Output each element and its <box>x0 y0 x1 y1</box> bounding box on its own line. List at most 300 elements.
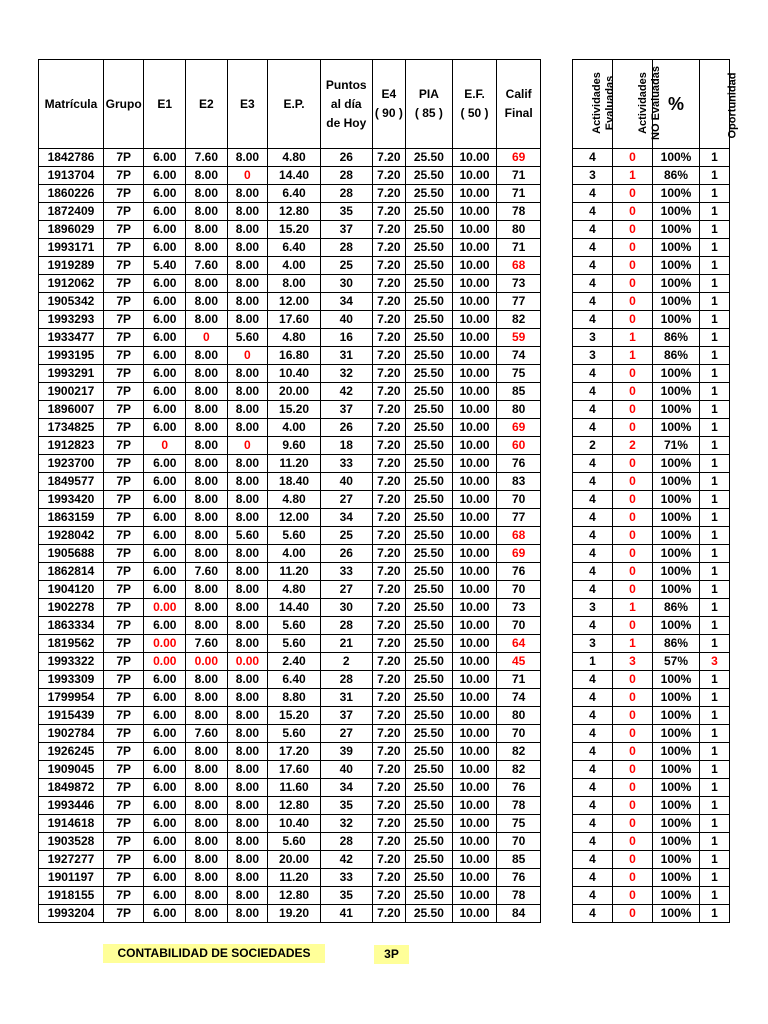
activities-body <box>573 149 730 923</box>
cell-ep: 11.60 <box>268 779 321 797</box>
cell-g: 7P <box>103 671 144 689</box>
cell-op: 1 <box>700 293 730 311</box>
cell-e1: 5.40 <box>144 257 186 275</box>
cell-e1: 6.00 <box>144 383 186 401</box>
cell-ef: 10.00 <box>452 725 497 743</box>
grades-row <box>39 545 541 563</box>
cell-ep: 19.20 <box>268 905 321 923</box>
cell-e2: 8.00 <box>186 185 228 203</box>
cell-g: 7P <box>103 779 144 797</box>
grades-table <box>38 59 541 923</box>
cell-g: 7P <box>103 185 144 203</box>
grades-row <box>39 635 541 653</box>
cell-m: 1902278 <box>39 599 104 617</box>
cell-ane: 0 <box>613 419 653 437</box>
cell-e1: 6.00 <box>144 581 186 599</box>
cell-pts: 33 <box>320 563 372 581</box>
activities-row <box>573 725 730 743</box>
cell-ane: 1 <box>613 167 653 185</box>
cell-ane: 0 <box>613 797 653 815</box>
cell-g: 7P <box>103 203 144 221</box>
cell-ane: 0 <box>613 581 653 599</box>
cell-op: 1 <box>700 815 730 833</box>
cell-ae: 4 <box>573 203 613 221</box>
cell-e3: 8.00 <box>227 617 268 635</box>
cell-e2: 8.00 <box>186 869 228 887</box>
header-pia-line2: ( 85 ) <box>414 106 443 120</box>
cell-m: 1923700 <box>39 455 104 473</box>
cell-g: 7P <box>103 419 144 437</box>
grades-row <box>39 527 541 545</box>
cell-cal: 69 <box>497 419 541 437</box>
header-act-no-eval-line2: NO Evaluadas <box>649 66 662 140</box>
cell-e2: 8.00 <box>186 275 228 293</box>
cell-pia: 25.50 <box>406 401 453 419</box>
cell-ef: 10.00 <box>452 221 497 239</box>
cell-cal: 73 <box>497 275 541 293</box>
cell-m: 1905342 <box>39 293 104 311</box>
cell-pct: 100% <box>653 779 700 797</box>
cell-e2: 8.00 <box>186 347 228 365</box>
cell-e2: 8.00 <box>186 401 228 419</box>
cell-pct: 86% <box>653 635 700 653</box>
cell-ane: 0 <box>613 473 653 491</box>
cell-g: 7P <box>103 743 144 761</box>
cell-g: 7P <box>103 851 144 869</box>
cell-e4: 7.20 <box>372 887 405 905</box>
cell-pts: 16 <box>320 329 372 347</box>
cell-ae: 4 <box>573 725 613 743</box>
cell-e2: 8.00 <box>186 761 228 779</box>
cell-ane: 0 <box>613 545 653 563</box>
cell-pct: 100% <box>653 761 700 779</box>
cell-pct: 100% <box>653 311 700 329</box>
cell-ane: 0 <box>613 491 653 509</box>
cell-ep: 12.00 <box>268 509 321 527</box>
cell-ef: 10.00 <box>452 851 497 869</box>
cell-e4: 7.20 <box>372 869 405 887</box>
cell-e4: 7.20 <box>372 365 405 383</box>
header-e1: E1 <box>144 60 186 149</box>
cell-e3: 8.00 <box>227 851 268 869</box>
cell-cal: 80 <box>497 707 541 725</box>
cell-pct: 100% <box>653 383 700 401</box>
cell-e1: 6.00 <box>144 869 186 887</box>
cell-g: 7P <box>103 149 144 167</box>
cell-ep: 6.40 <box>268 239 321 257</box>
cell-m: 1860226 <box>39 185 104 203</box>
cell-cal: 75 <box>497 815 541 833</box>
cell-ane: 0 <box>613 455 653 473</box>
cell-e3: 0.00 <box>227 653 268 671</box>
cell-m: 1914618 <box>39 815 104 833</box>
cell-ef: 10.00 <box>452 653 497 671</box>
cell-pia: 25.50 <box>406 347 453 365</box>
cell-cal: 74 <box>497 347 541 365</box>
cell-m: 1902784 <box>39 725 104 743</box>
cell-e1: 6.00 <box>144 347 186 365</box>
cell-ef: 10.00 <box>452 779 497 797</box>
cell-ef: 10.00 <box>452 545 497 563</box>
cell-cal: 70 <box>497 833 541 851</box>
cell-m: 1913704 <box>39 167 104 185</box>
header-e4-line2: ( 90 ) <box>374 106 403 120</box>
cell-pia: 25.50 <box>406 491 453 509</box>
cell-pct: 100% <box>653 473 700 491</box>
header-e3: E3 <box>227 60 268 149</box>
cell-ane: 3 <box>613 653 653 671</box>
cell-op: 1 <box>700 797 730 815</box>
cell-e3: 8.00 <box>227 581 268 599</box>
cell-e4: 7.20 <box>372 275 405 293</box>
cell-ef: 10.00 <box>452 815 497 833</box>
cell-e2: 8.00 <box>186 905 228 923</box>
cell-pts: 30 <box>320 599 372 617</box>
cell-ae: 4 <box>573 365 613 383</box>
cell-pts: 37 <box>320 221 372 239</box>
cell-g: 7P <box>103 275 144 293</box>
cell-pia: 25.50 <box>406 185 453 203</box>
cell-pia: 25.50 <box>406 797 453 815</box>
cell-ae: 4 <box>573 239 613 257</box>
cell-pia: 25.50 <box>406 365 453 383</box>
cell-pia: 25.50 <box>406 905 453 923</box>
cell-pts: 40 <box>320 311 372 329</box>
cell-ane: 0 <box>613 239 653 257</box>
cell-g: 7P <box>103 761 144 779</box>
cell-g: 7P <box>103 653 144 671</box>
cell-pia: 25.50 <box>406 383 453 401</box>
cell-pct: 100% <box>653 293 700 311</box>
cell-ep: 8.00 <box>268 275 321 293</box>
header-e4-line1: E4 <box>381 87 397 101</box>
cell-ae: 4 <box>573 743 613 761</box>
grades-row <box>39 203 541 221</box>
cell-ae: 3 <box>573 329 613 347</box>
activities-row <box>573 221 730 239</box>
cell-pct: 100% <box>653 905 700 923</box>
cell-ae: 4 <box>573 671 613 689</box>
cell-e1: 6.00 <box>144 149 186 167</box>
cell-ef: 10.00 <box>452 509 497 527</box>
cell-pts: 31 <box>320 689 372 707</box>
cell-e2: 8.00 <box>186 311 228 329</box>
cell-e1: 0 <box>144 437 186 455</box>
cell-m: 1849872 <box>39 779 104 797</box>
cell-cal: 74 <box>497 689 541 707</box>
grades-row <box>39 833 541 851</box>
cell-pia: 25.50 <box>406 329 453 347</box>
cell-cal: 70 <box>497 581 541 599</box>
cell-pia: 25.50 <box>406 869 453 887</box>
cell-cal: 59 <box>497 329 541 347</box>
cell-pia: 25.50 <box>406 203 453 221</box>
cell-pts: 26 <box>320 149 372 167</box>
cell-e4: 7.20 <box>372 149 405 167</box>
cell-cal: 82 <box>497 311 541 329</box>
activities-row <box>573 635 730 653</box>
cell-ep: 4.00 <box>268 257 321 275</box>
cell-e2: 7.60 <box>186 563 228 581</box>
cell-ep: 18.40 <box>268 473 321 491</box>
cell-g: 7P <box>103 491 144 509</box>
cell-m: 1915439 <box>39 707 104 725</box>
cell-e2: 0 <box>186 329 228 347</box>
activities-row <box>573 887 730 905</box>
cell-m: 1903528 <box>39 833 104 851</box>
cell-e3: 8.00 <box>227 797 268 815</box>
cell-g: 7P <box>103 509 144 527</box>
cell-pts: 26 <box>320 545 372 563</box>
cell-e1: 6.00 <box>144 761 186 779</box>
cell-ef: 10.00 <box>452 437 497 455</box>
cell-e1: 6.00 <box>144 455 186 473</box>
cell-g: 7P <box>103 815 144 833</box>
cell-pct: 100% <box>653 815 700 833</box>
cell-op: 1 <box>700 743 730 761</box>
header-act-eval-text <box>591 72 617 134</box>
cell-e2: 8.00 <box>186 707 228 725</box>
cell-m: 1993293 <box>39 311 104 329</box>
cell-ef: 10.00 <box>452 491 497 509</box>
cell-ep: 12.80 <box>268 797 321 815</box>
cell-g: 7P <box>103 887 144 905</box>
cell-e3: 8.00 <box>227 221 268 239</box>
cell-m: 1904120 <box>39 581 104 599</box>
cell-e2: 7.60 <box>186 725 228 743</box>
cell-pia: 25.50 <box>406 563 453 581</box>
cell-e1: 6.00 <box>144 905 186 923</box>
cell-pct: 100% <box>653 851 700 869</box>
activities-row <box>573 365 730 383</box>
cell-op: 1 <box>700 905 730 923</box>
cell-ep: 14.40 <box>268 167 321 185</box>
cell-pts: 2 <box>320 653 372 671</box>
cell-e3: 8.00 <box>227 149 268 167</box>
cell-e3: 8.00 <box>227 779 268 797</box>
cell-e3: 8.00 <box>227 491 268 509</box>
cell-e2: 8.00 <box>186 833 228 851</box>
header-calif-line2: Final <box>504 106 533 120</box>
activities-row <box>573 851 730 869</box>
cell-ane: 0 <box>613 887 653 905</box>
cell-ep: 10.40 <box>268 365 321 383</box>
cell-ep: 15.20 <box>268 401 321 419</box>
cell-pia: 25.50 <box>406 311 453 329</box>
cell-pts: 32 <box>320 815 372 833</box>
cell-op: 1 <box>700 887 730 905</box>
grades-header-row <box>39 60 541 149</box>
cell-ae: 2 <box>573 437 613 455</box>
cell-ef: 10.00 <box>452 905 497 923</box>
cell-pts: 27 <box>320 725 372 743</box>
cell-e4: 7.20 <box>372 239 405 257</box>
header-grupo: Grupo <box>103 60 144 149</box>
grades-row <box>39 239 541 257</box>
cell-e4: 7.20 <box>372 653 405 671</box>
cell-pia: 25.50 <box>406 257 453 275</box>
cell-ae: 4 <box>573 257 613 275</box>
cell-m: 1734825 <box>39 419 104 437</box>
cell-op: 1 <box>700 203 730 221</box>
cell-cal: 78 <box>497 797 541 815</box>
cell-op: 1 <box>700 725 730 743</box>
cell-pct: 100% <box>653 725 700 743</box>
cell-e4: 7.20 <box>372 401 405 419</box>
cell-e4: 7.20 <box>372 329 405 347</box>
cell-e3: 8.00 <box>227 671 268 689</box>
cell-pia: 25.50 <box>406 509 453 527</box>
cell-ep: 9.60 <box>268 437 321 455</box>
cell-ef: 10.00 <box>452 761 497 779</box>
cell-ae: 4 <box>573 311 613 329</box>
cell-e3: 8.00 <box>227 239 268 257</box>
cell-ane: 0 <box>613 383 653 401</box>
cell-pia: 25.50 <box>406 887 453 905</box>
cell-e2: 8.00 <box>186 437 228 455</box>
cell-e4: 7.20 <box>372 725 405 743</box>
cell-ef: 10.00 <box>452 833 497 851</box>
cell-pct: 100% <box>653 743 700 761</box>
cell-e1: 6.00 <box>144 509 186 527</box>
cell-pts: 42 <box>320 851 372 869</box>
cell-ef: 10.00 <box>452 689 497 707</box>
cell-ef: 10.00 <box>452 797 497 815</box>
cell-ane: 0 <box>613 779 653 797</box>
cell-ane: 0 <box>613 293 653 311</box>
cell-e1: 6.00 <box>144 275 186 293</box>
cell-e3: 8.00 <box>227 185 268 203</box>
cell-pct: 57% <box>653 653 700 671</box>
grades-row <box>39 347 541 365</box>
cell-e3: 8.00 <box>227 311 268 329</box>
cell-op: 1 <box>700 329 730 347</box>
cell-e4: 7.20 <box>372 509 405 527</box>
activities-row <box>573 707 730 725</box>
cell-pia: 25.50 <box>406 779 453 797</box>
activities-row <box>573 383 730 401</box>
cell-e1: 6.00 <box>144 185 186 203</box>
activities-row <box>573 455 730 473</box>
cell-e4: 7.20 <box>372 437 405 455</box>
cell-op: 1 <box>700 545 730 563</box>
activities-row <box>573 401 730 419</box>
grades-row <box>39 617 541 635</box>
cell-ef: 10.00 <box>452 617 497 635</box>
cell-op: 1 <box>700 383 730 401</box>
grades-row <box>39 311 541 329</box>
cell-ef: 10.00 <box>452 563 497 581</box>
cell-e3: 8.00 <box>227 509 268 527</box>
cell-pia: 25.50 <box>406 599 453 617</box>
cell-ep: 10.40 <box>268 815 321 833</box>
cell-e3: 8.00 <box>227 635 268 653</box>
cell-ae: 4 <box>573 185 613 203</box>
cell-e4: 7.20 <box>372 419 405 437</box>
cell-ane: 0 <box>613 725 653 743</box>
cell-e3: 8.00 <box>227 545 268 563</box>
cell-e3: 8.00 <box>227 365 268 383</box>
grades-body <box>39 149 541 923</box>
activities-row <box>573 545 730 563</box>
cell-ane: 0 <box>613 563 653 581</box>
cell-e3: 8.00 <box>227 257 268 275</box>
cell-cal: 75 <box>497 365 541 383</box>
cell-op: 1 <box>700 185 730 203</box>
cell-pct: 100% <box>653 419 700 437</box>
cell-ef: 10.00 <box>452 635 497 653</box>
cell-g: 7P <box>103 581 144 599</box>
cell-ep: 11.20 <box>268 563 321 581</box>
cell-e1: 6.00 <box>144 293 186 311</box>
cell-ae: 4 <box>573 869 613 887</box>
header-matricula: Matrícula <box>39 60 104 149</box>
cell-op: 1 <box>700 779 730 797</box>
cell-pia: 25.50 <box>406 581 453 599</box>
cell-ep: 11.20 <box>268 869 321 887</box>
cell-e2: 8.00 <box>186 617 228 635</box>
cell-e3: 8.00 <box>227 725 268 743</box>
cell-ane: 0 <box>613 707 653 725</box>
cell-ep: 20.00 <box>268 851 321 869</box>
header-e2: E2 <box>186 60 228 149</box>
cell-g: 7P <box>103 239 144 257</box>
cell-pct: 100% <box>653 671 700 689</box>
cell-g: 7P <box>103 347 144 365</box>
cell-e2: 8.00 <box>186 671 228 689</box>
cell-ep: 16.80 <box>268 347 321 365</box>
cell-op: 1 <box>700 401 730 419</box>
cell-m: 1842786 <box>39 149 104 167</box>
cell-m: 1863334 <box>39 617 104 635</box>
header-puntos-line1: Puntos <box>325 77 367 92</box>
cell-g: 7P <box>103 167 144 185</box>
cell-ane: 1 <box>613 347 653 365</box>
cell-e1: 6.00 <box>144 851 186 869</box>
cell-e1: 6.00 <box>144 563 186 581</box>
cell-e4: 7.20 <box>372 743 405 761</box>
cell-e2: 8.00 <box>186 509 228 527</box>
cell-m: 1918155 <box>39 887 104 905</box>
cell-e2: 7.60 <box>186 257 228 275</box>
cell-pct: 100% <box>653 365 700 383</box>
cell-pts: 32 <box>320 365 372 383</box>
cell-pts: 34 <box>320 509 372 527</box>
cell-cal: 70 <box>497 725 541 743</box>
activities-row <box>573 761 730 779</box>
cell-ef: 10.00 <box>452 599 497 617</box>
cell-pia: 25.50 <box>406 761 453 779</box>
cell-ef: 10.00 <box>452 383 497 401</box>
cell-pts: 34 <box>320 779 372 797</box>
cell-e3: 8.00 <box>227 689 268 707</box>
header-percent: % <box>653 60 700 149</box>
cell-pts: 33 <box>320 455 372 473</box>
cell-e1: 6.00 <box>144 401 186 419</box>
cell-g: 7P <box>103 563 144 581</box>
cell-pts: 27 <box>320 491 372 509</box>
cell-op: 3 <box>700 653 730 671</box>
cell-ae: 3 <box>573 347 613 365</box>
header-puntos-line3: de Hoy <box>326 115 367 130</box>
cell-g: 7P <box>103 905 144 923</box>
cell-m: 1993291 <box>39 365 104 383</box>
cell-e4: 7.20 <box>372 833 405 851</box>
cell-e1: 6.00 <box>144 779 186 797</box>
cell-g: 7P <box>103 293 144 311</box>
activities-row <box>573 167 730 185</box>
cell-pts: 35 <box>320 203 372 221</box>
